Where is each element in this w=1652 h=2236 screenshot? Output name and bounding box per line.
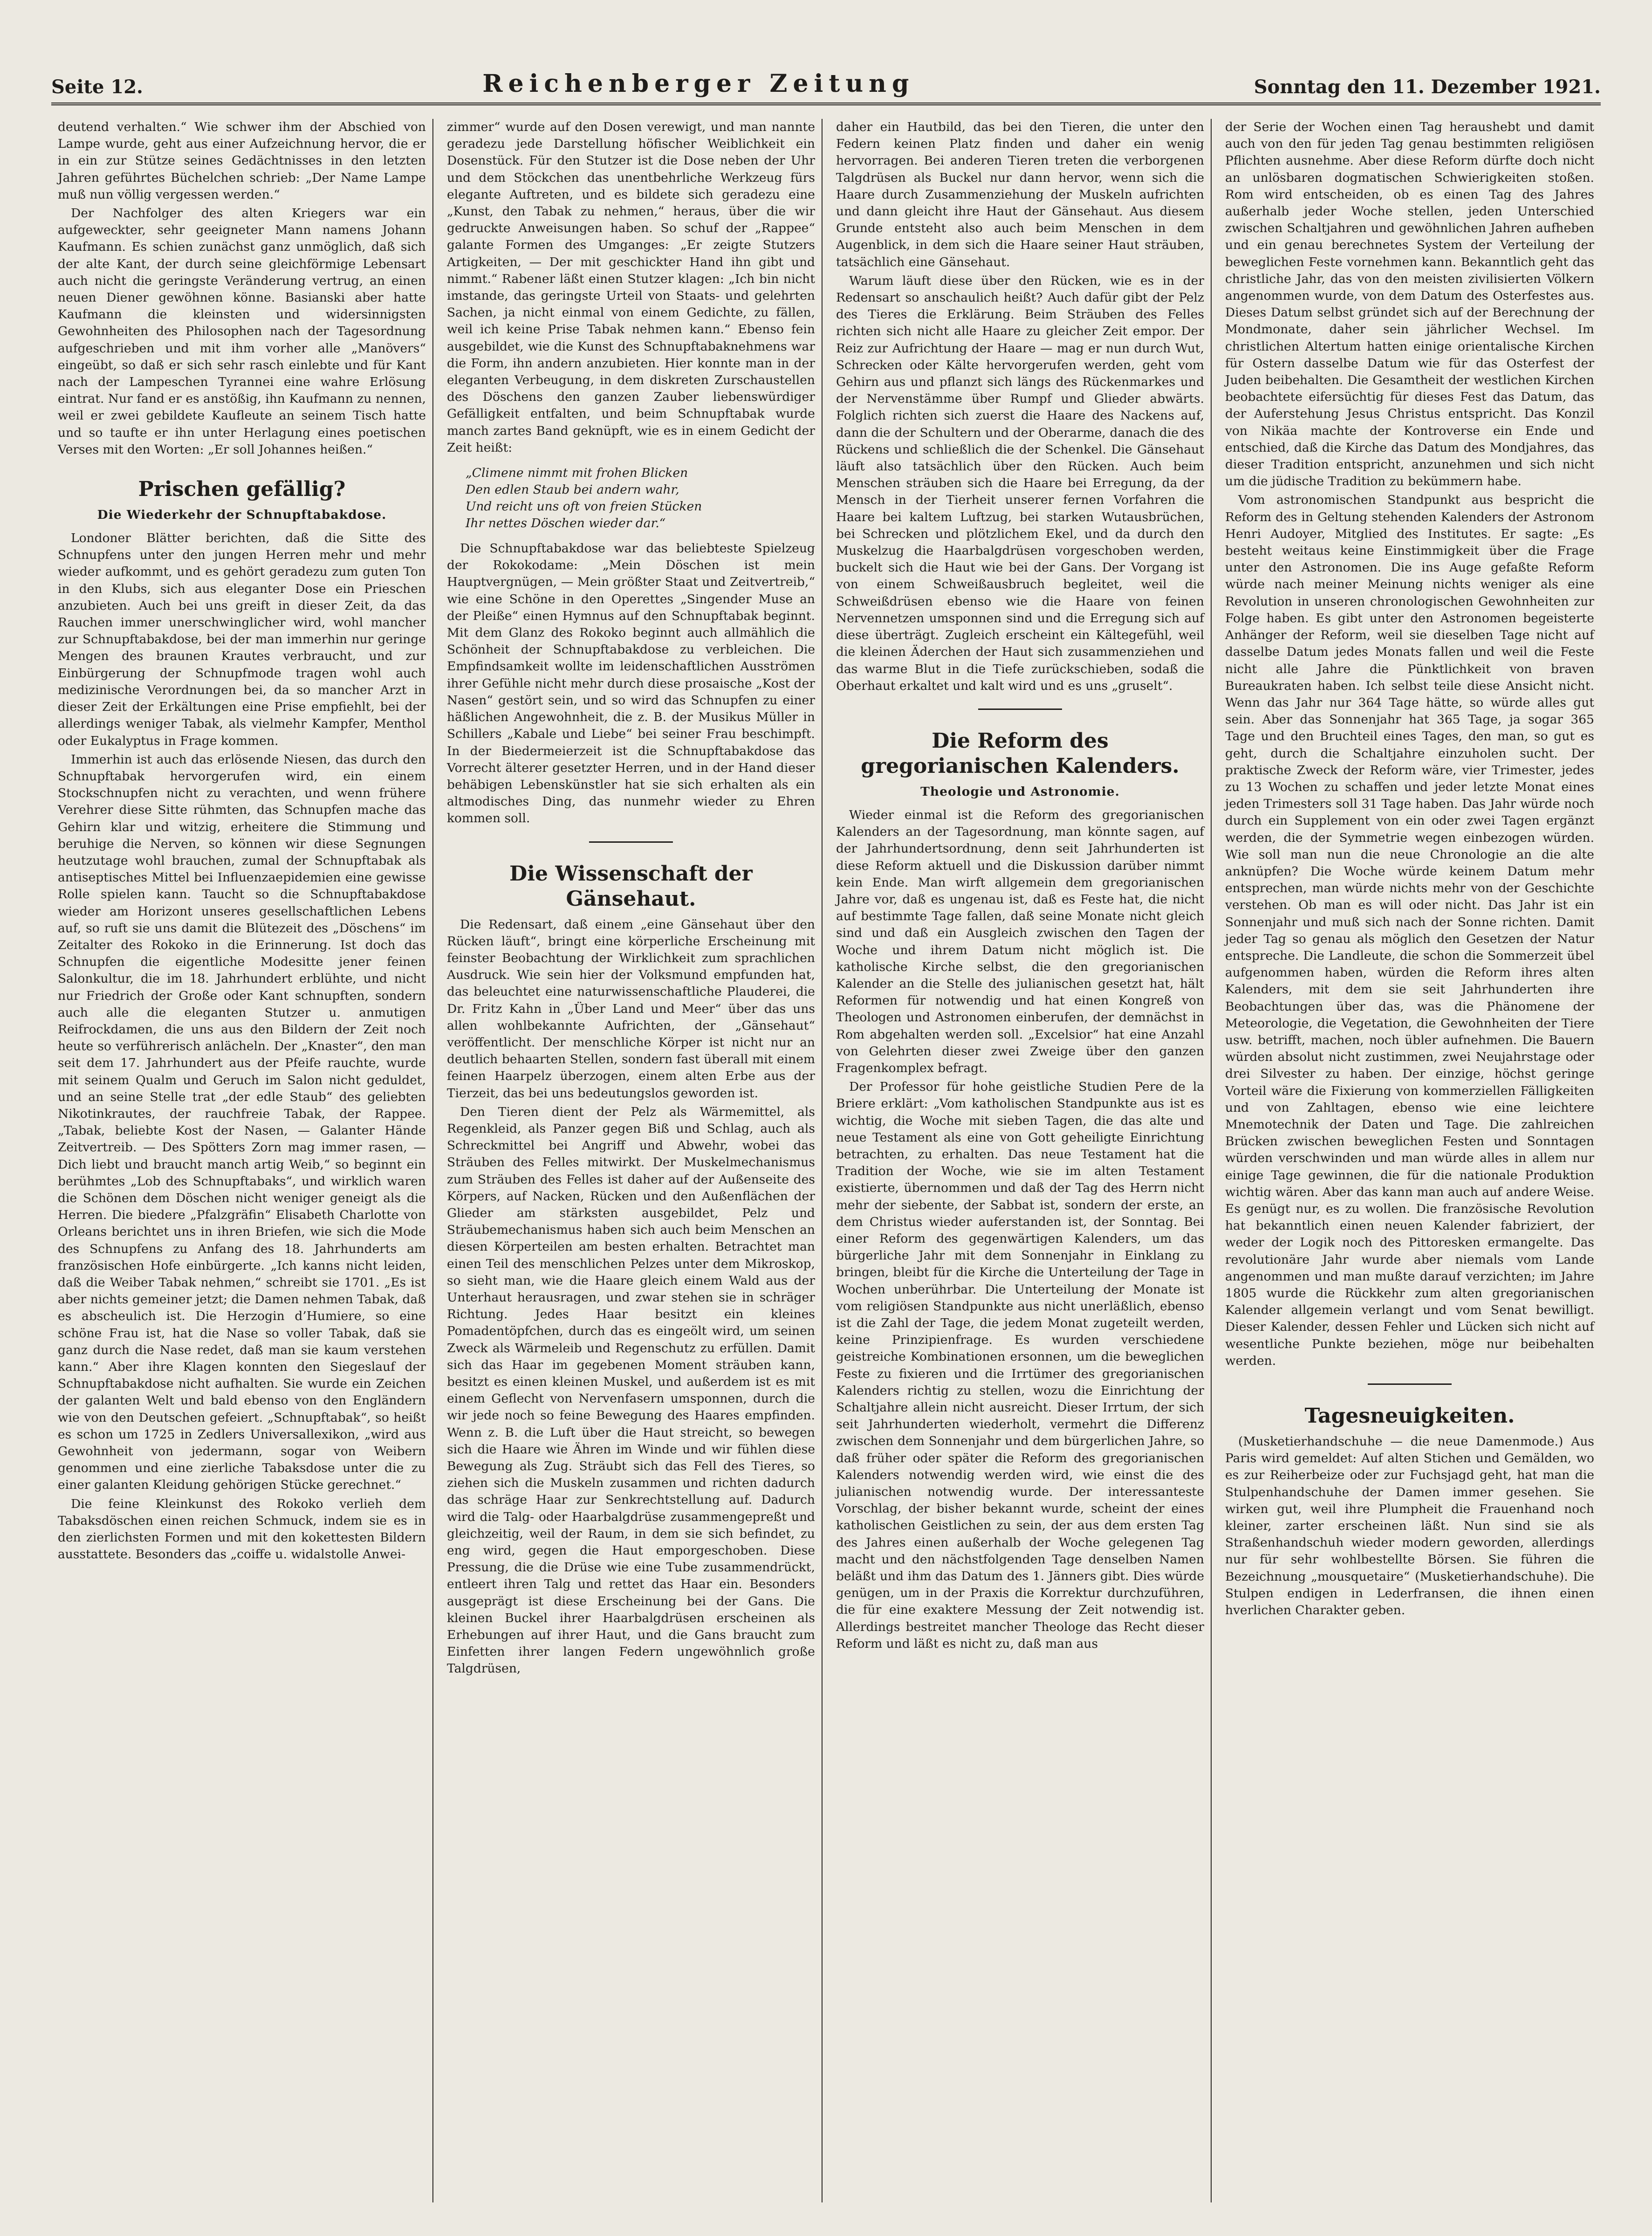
news-item-gloves: (Musketierhandschuhe — die neue Damenmode.) Aus Paris wird gemeldet: Auf alten Stichen und Gemälden, wo es zur Reiherbeize oder zur Fuchsjagd geht, hat man die Stulpenhandschuhe der Damen immer gesehen. Sie wirken gut, weil ihre Plumpheit die Frauenhand noch kleiner, zarter erscheinen läßt. Nun sind sie als Straßenhandschuh wieder modern geworden, allerdings nur für sehr wohlbestellte Börsen. Sie führen die Bezeichnung „mousquetaire“ (Musketierhandschuhe). Die Stulpen endigen in Lederfransen, die ihnen einen hverlichen Charakter geben. — [1225, 1434, 1594, 1618]
goosebumps-paragraph-3: daher ein Hautbild, das bei den Tieren, die unter den Federn keinen Platz finden und daher ein wenig hervorragen. Bei anderen Tieren treten die verborgenen Talgdrüsen als Buckel nur dann hervor, wenn sich die Haare durch Zusammenziehung der Muskeln aufrichten und dann gleicht ihre Haut der Gänsehaut. Aus diesem Grunde entsteht also auch beim Menschen in dem Augenblick, in dem sich die Haare seiner Haut sträuben, tatsächlich eine Gänsehaut. — [836, 120, 1204, 269]
goosebumps-paragraph-2: Den Tieren dient der Pelz als Wärmemittel, als Regenkleid, als Panzer gegen Biß und Schlag, auch als Schreckmittel bei Angriff und Abwehr, wobei das Sträuben des Felles mitwirkt. Der Muskelmechanismus zum Sträuben des Felles ist daher auf der Außenseite des Körpers, auf Nacken, Rücken und den Außenflächen der Glieder am stärksten ausgebildet, Pelz und Sträubemechanismus haben sich auch beim Menschen an diesen Körperteilen am besten erhalten. Betrachtet man einen Teil des menschlichen Pelzes unter dem Mikroskop, so sieht man, wie die Haare gleich einem Wald aus der Unterhaut herausragen, und zwar stehen sie in schräger Richtung. Jedes Haar besitzt ein kleines Pomadentöpfchen, durch das es eingeölt wird, um seinen Zweck als Wärmeleib und Regenschutz zu erfüllen. Damit sich das Haar im gegebenen Moment sträuben kann, besitzt es einen kleinen Muskel, und außerdem ist es mit einem Geflecht von Nervenfasern umsponnen, durch die wir jede noch so feine Bewegung des Haares empfinden. Wenn z. B. die Luft über die Haut streicht, so bewegen sich die Haare wie Ähren im Winde und wir fühlen diese Bewegung als Zug. Sträubt sich das Fell des Tieres, so ziehen sich die Muskeln zusammen und richten dadurch das schräge Haar zur Senkrechtstellung auf. Dadurch wird die Talg- oder Haarbalgdrüse zusammengepreßt und gleichzeitig, weil der Raum, in dem sie sich befindet, zu eng wird, gegen die Haut emporgeschoben. Diese Pressung, die die Drüse wie eine Tube zusammendrückt, entleert ihren Talg und rettet das Haar ein. Besonders ausgeprägt ist diese Erscheinung bei der Gans. Die kleinen Buckel ihrer Haarbalgdrüsen erscheinen als Erhebungen auf ihrer Haut, und die Gans braucht zum Einfetten ihrer langen Federn ungewöhnlich große Talgdrüsen, — [447, 1104, 815, 1676]
article-separator — [978, 709, 1062, 710]
snuff-paragraph-3: Die feine Kleinkunst des Rokoko verlieh dem Tabaksdöschen einen reichen Schmuck, indem sie es in den zierlichsten Formen und mit den kokettesten Bildern ausstattete. Besonders das „coiffe u. widalstolle Anwei- — [58, 1496, 426, 1562]
kant-continuation: deutend verhalten.“ Wie schwer ihm der Abschied von Lampe wurde, geht aus einer Aufzeichnung hervor, die er in ein zur Stütze seines Gedächtnisses in den letzten Jahren geführtes Büchelchen schrieb: „Der Name Lampe muß nun völlig vergessen werden.“ — [58, 120, 426, 202]
calendar-paragraph-4: Vom astronomischen Standpunkt aus bespricht die Reform des in Geltung stehenden Kalenders der Astronom Henri Audoyer, Mitglied des Institutes. Er sagte: „Es besteht weitaus keine Einstimmigkeit über die Frage unter den Astronomen. Die ins Auge gefaßte Reform würde nach meiner Meinung nichts weniger als eine Revolution in unseren chronologischen Gewohnheiten zur Folge haben. Es gibt unter den Astronomen begeisterte Anhänger der Reform, weil sie dieselben Tage nicht auf dasselbe Datum jedes Monats fallen und weil die Feste nicht alle Jahre die Pünktlichkeit von braven Bureaukraten haben. Ich selbst teile diese Ansicht nicht. Wenn das Jahr nur 364 Tage hätte, so würde alles gut sein. Aber das Sonnenjahr hat 365 Tage, ja sogar 365 Tage und den Bruchteil eines Tages, den man, so gut es geht, durch die Schaltjahre einzuholen sucht. Der praktische Zweck der Reform wäre, vier Trimester, jedes zu 13 Wochen zu schaffen und jeder letzte Monat eines jeden Trimesters soll 31 Tage haben. Das Jahr würde noch durch ein Supplement von ein oder zwei Tagen ergänzt werden, die der Symmetrie wegen einbezogen würden. Wie soll man nun die neue Chronologie an die alte anknüpfen? Die Woche würde keinem Datum mehr entsprechen, man würde nichts mehr von der Geschichte verstehen. Ob man es will oder nicht. Das Jahr ist ein Sonnenjahr und muß sich nach der Sonne richten. Damit jeder Tag so genau als möglich den Gesetzen der Natur entspreche. Die Landleute, die schon die Sommerzeit übel aufgenommen haben, würden die Reform ihres alten Kalenders, mit dem sie seit Jahrhunderten ihre Beobachtungen über das, was die Phänomene der Meteorologie, die Vegetation, die Gewohnheiten der Tiere usw. betrifft, machen, noch übler aufnehmen. Die Bauern würden absolut nicht zustimmen, zwei Neujahrstage oder drei Silvester zu haben. Der einzige, höchst geringe Vorteil wäre die Fixierung von kommerziellen Fälligkeiten und von Zahltagen, ebenso wie eine leichtere Mnemotechnik der Daten und Tage. Die zahlreichen Brücken zwischen beweglichen Festen und Sonntagen würden verschwinden und man würde alles in allem nur einige Tage gewinnen, die für die nationale Produktion wichtig wären. Aber das kann man auch auf andere Weise. Es genügt nur, es zu wollen. Die französische Revolution hat bekanntlich einen neuen Kalender fabriziert, der weder der Logik noch des Pittoresken ermangelte. Das revolutionäre Jahr wurde aber niemals vom Lande angenommen und man mußte darauf verzichten; im Jahre 1805 wurde die Rückkehr zum alten gregorianischen Kalender allgemein verlangt und vom Senat bewilligt. Dieser Kalender, dessen Fehler und Lücken sich nicht auf wesentliche Punkte beziehen, möge nur beibehalten werden. — [1225, 493, 1594, 1368]
issue-date: Sonntag den 11. Dezember 1921. — [1254, 76, 1601, 98]
snuff-poem: „Climene nimmt mit frohen Blicken Den edlen Staub bei andern wahr, Und reicht uns oft von freien Stücken Ihr nettes Döschen wieder dar.“ — [466, 466, 702, 531]
column-2 — [440, 119, 823, 2202]
article-separator — [589, 841, 673, 843]
article-title-goosebumps: Die Wissenschaft der Gänsehaut. — [509, 861, 753, 911]
snuff-paragraph-2: Immerhin ist auch das erlösende Niesen, das durch den Schnupftabak hervorgerufen wird, ein einem Stockschnupfen nicht zu verachten, und wenn frühere Verehrer diese Sitte rühmten, das Schnupfen mache das Gehirn klar und witzig, erheitere die Stimmung und beruhige die Nerven, so können wir diese Segnungen heutzutage wohl brauchen, zumal der Schnupftabak als antiseptisches Mittel bei Influenzaepidemien eine gewisse Rolle spielen kann. Taucht so die Schnupftabakdose wieder am Horizont unseres gesellschaftlichen Lebens auf, so ruft sie uns damit die Blütezeit des „Döschens“ im Zeitalter des Rokoko in die Erinnerung. Ist doch das Schnupfen die eigentliche Modesitte jener feinen Salonkultur, die im 18. Jahrhundert erblühte, und nicht nur Friedrich der Große oder Kant schnupften, sondern auch alle die eleganten Stutzer u. anmutigen Reifrockdamen, die uns aus den Bildern der Zeit noch heute so verführerisch anlächeln. Der „Knaster“, den man seit dem 17. Jahrhundert aus der Pfeife rauchte, wurde mit seinem Qualm und Geruch im Salon nicht geduldet, und an seine Stelle trat „der edle Staub“ des geliebten Nikotinkrautes, der rauchfreie Tabak, der Rappee. „Tabak, beliebte Kost der Nasen, — Galanter Hände Zeitvertreib. — Des Spötters Zorn mag immer rasen, — Dich liebt und braucht manch artig Weib,“ so beginnt ein berühmtes „Lob des Schnupftabaks“, und wirklich waren die Schönen dem Döschen nicht weniger geneigt als die Herren. Die biedere „Pfalzgräfin“ Elisabeth Charlotte von Orleans berichtet uns in ihren Briefen, wie sich die Mode des Schnupfens zu Anfang des 18. Jahrhunderts am französischen Hofe einbürgerte. „Ich kanns nicht leiden, daß die Weiber Tabak nehmen,“ schreibt sie 1701. „Es ist aber nichts gemeiner jetzt; die Damen nehmen Tabak, daß es abscheulich ist. Die Herzogin d’Humiere, so eine schöne Frau ist, hat die Nase so voller Tabak, daß sie ganz durch die Nase redet, daß man sie kaum verstehen kann.“ Aber ihre Klagen konnten den Siegeslauf der Schnupftabakdose nicht aufhalten. Sie wurde ein Zeichen der galanten Welt und bald ebenso von den Engländern wie von den Deutschen gefeiert. „Schnupftabak“, so heißt es schon um 1725 in Zedlers Universallexikon, „wird aus Gewohnheit von jedermann, sogar von Weibern genommen und eine zierliche Tabaksdose unter die zu einer galanten Kleidung gehörigen Stücke gerechnet.“ — [58, 752, 426, 1493]
snuff-paragraph-1: Londoner Blätter berichten, daß die Sitte des Schnupfens unter den jungen Herren mehr und mehr wieder aufkommt, und es gehört geradezu zum guten Ton in den Klubs, sich aus eleganter Dose ein Prieschen anzubieten. Auch bei uns greift in dieser Zeit, da das Rauchen immer unerschwinglicher wird, wohl mancher zur Schnupftabakdose, bei der man immerhin nur geringe Mengen des braunen Krautes verbraucht, und zur Einbürgerung der Schnupfmode tragen wohl auch medizinische Verordnungen bei, da so mancher Arzt in dieser Zeit der Erkältungen eine Prise empfiehlt, bei der allerdings weniger Tabak, als vielmehr Kampfer, Menthol oder Eukalyptus in Frage kommen. — [58, 531, 426, 748]
calendar-paragraph-3: der Serie der Wochen einen Tag heraushebt und damit auch von den für jeden Tag genau bestimmten religiösen Pflichten ausnehme. Aber diese Reform dürfte doch nicht an unlösbaren dogmatischen Schwierigkeiten stoßen. Rom wird entscheiden, ob es einen Tag des Jahres außerhalb jeder Woche stellen, jeden Unterschied zwischen Schaltjahren und gewöhnlichen Jahren aufheben und ein genau berechnetes System der Verteilung der beweglichen Feste vornehmen kann. Bekanntlich geht das christliche Jahr, das von den meisten zivilisierten Völkern angenommen wurde, von dem Datum des Osterfestes aus. Dieses Datum selbst gründet sich auf der Berechnung der Mondmonate, daher sein jährlicher Wechsel. Im christlichen Altertum hatten einige orientalische Kirchen für Ostern dasselbe Datum wie für das Osterfest der Juden beibehalten. Die Gesamtheit der westlichen Kirchen beobachtete eifersüchtig für dieses Fest das Datum, das der Auferstehung Jesus Christus entspricht. Das Konzil von Nikäa machte der Kontroverse ein Ende und entschied, daß die Kirche das Datum des Mondjahres, das dieser Tradition entspricht, anzunehmen und sich nicht um die jüdische Tradition zu bekümmern habe. — [1225, 120, 1594, 489]
column-3 — [829, 119, 1212, 2202]
calendar-paragraph-1: Wieder einmal ist die Reform des gregorianischen Kalenders an der Tagesordnung, man könnte sagen, auf der Jahrhundertsordnung, denn seit Jahrhunderten ist diese Reform aktuell und die Diskussion darüber nimmt kein Ende. Man wirft allgemein dem gregorianischen Jahre vor, daß es ungenau ist, daß es Feste hat, die nicht auf bestimmte Tage fallen, daß seine Monate nicht gleich sind und daß ein Ausgleich zwischen den Tagen der Woche und ihrem Datum nicht möglich ist. Die katholische Kirche selbst, die den gregorianischen Kalender an die Stelle des julianischen gesetzt hat, hält Reformen für notwendig und hat einen Kongreß von Theologen und Astronomen einberufen, der demnächst in Rom abgehalten werden soll. „Excelsior“ hat eine Anzahl von Gelehrten dieser zwei Zweige über den ganzen Fragenkomplex befragt. — [836, 807, 1204, 1075]
calendar-paragraph-2: Der Professor für hohe geistliche Studien Pere de la Briere erklärt: „Vom katholischen Standpunkte aus ist es wichtig, die Woche mit sieben Tagen, die das alte und neue Testament als eine von Gott geheiligte Einrichtung betrachten, zu erhalten. Das neue Testament hat die Tradition der Woche, wie sie im alten Testament existierte, übernommen und daß der Tag des Herrn nicht mehr der siebente, der Sabbat ist, sondern der erste, an dem Christus wieder auferstanden ist, der Sonntag. Bei einer Reform des gegenwärtigen Kalenders, um das bürgerliche Jahr mit dem Sonnenjahr in Einklang zu bringen, bleibt für die Kirche die Unterteilung der Tage in Wochen unberührbar. Die Unterteilung der Monate ist vom religiösen Standpunkte aus nicht unerläßlich, ebenso ist die Zahl der Tage, die jedem Monat zugeteilt werden, keine Prinzipienfrage. Es wurden verschiedene geistreiche Kombinationen ersonnen, um die beweglichen Feste zu fixieren und die Irrtümer des gregorianischen Kalenders richtig zu stellen, wozu die Einrichtung der Schaltjahre allein nicht ausreicht. Dieser Irrtum, der sich seit Jahrhunderten wiederholt, vermehrt die Differenz zwischen dem Sonnenjahr und dem bürgerlichen Jahre, so daß früher oder später die Reform des gregorianischen Kalenders notwendig werden wird, wie einst die des julianischen notwendig wurde. Der interessanteste Vorschlag, der bisher bekannt wurde, scheint der eines katholischen Geistlichen zu sein, der aus dem ersten Tag des Jahres einen außerhalb der Woche gelegenen Tag macht und den nächstfolgenden Tage denselben Namen beläßt und ihm das Datum des 1. Jänners gibt. Dies würde genügen, um in der Praxis die Korrektur durchzuführen, die für eine exaktere Messung der Zeit notwendig ist. Allerdings bestreitet mancher Theologe das Recht dieser Reform und läßt es nicht zu, daß man aus — [836, 1080, 1204, 1651]
section-title-news: Tagesneuigkeiten. — [1304, 1404, 1515, 1428]
article-separator — [1368, 1383, 1452, 1385]
article-subtitle-snuff: Die Wiederkehr der Schnupftabakdose. — [97, 508, 387, 523]
article-columns — [51, 119, 1601, 2202]
article-title-snuff: Prischen gefällig? — [138, 477, 346, 502]
page-number: Seite 12. — [51, 76, 143, 98]
column-4 — [1219, 119, 1601, 2202]
article-title-calendar: Die Reform des gregorianischen Kalenders. — [861, 729, 1179, 778]
header-rule — [51, 103, 1601, 105]
column-1 — [51, 119, 433, 2202]
article-subtitle-calendar: Theologie und Astronomie. — [920, 784, 1120, 799]
newspaper-title: Reichenberger Zeitung — [482, 69, 915, 98]
snuff-paragraph-5: Die Schnupftabakdose war das beliebteste Spielzeug der Rokokodame: „Mein Döschen ist mein Hauptvergnügen, — Mein größter Staat und Zeitvertreib,“ wie eine Schöne in den Operettes „Singender Muse an der Pleiße“ einen Hymnus auf den Schnupftabak beginnt. Mit dem Glanz des Rokoko beginnt auch allmählich die Schönheit der Schnupftabakdose zu verbleichen. Die Empfindsamkeit wollte im leidenschaftlichen Ausströmen ihrer Gefühle nicht mehr durch diese prosaische „Kost der Nasen“ gestört sein, und so wird das Schnupfen zu einer häßlichen Angewohnheit, die z. B. der Musikus Müller in Schillers „Kabale und Liebe“ bei seiner Frau beschimpft. In der Biedermeierzeit ist die Schnupftabakdose das Vorrecht älterer gesetzter Herren, und in der Hand dieser behäbigen Lebenskünstler hat sie sich erhalten als ein altmodisches Ding, das nunmehr wieder zu Ehren kommen soll. — [447, 541, 815, 826]
kant-paragraph: Der Nachfolger des alten Kriegers war ein aufgeweckter, sehr geeigneter Mann namens Johann Kaufmann. Es schien zunächst ganz unmöglich, daß sich der alte Kant, der durch seine gleichförmige Lebensart auch nicht die geringste Veränderung vertrug, an einen neuen Diener gewöhnen könne. Basianski aber hatte Kaufmann die kleinsten und widersinnigsten Gewohnheiten des Philosophen nach der Tagesordnung aufgeschrieben und mit ihm vorher alle „Manövers“ eingeübt, so daß er sich sehr rasch einlebte und für Kant nach der Lampeschen Tyrannei eine wahre Erlösung eintrat. Nur fand er es anstößig, ihn Kaufmann zu nennen, weil er zwei gebildete Kaufleute an seinem Tisch hatte und so taufte er ihn unter Herlagung eines poetischen Verses mit den Worten: „Er soll Johannes heißen.“ — [58, 206, 426, 457]
goosebumps-paragraph-4: Warum läuft diese über den Rücken, wie es in der Redensart so anschaulich heißt? Auch dafür gibt der Pelz des Tieres die Erklärung. Beim Sträuben des Felles richten sich nicht alle Haare zu gleicher Zeit empor. Der Reiz zur Aufrichtung der Haare — mag er nun durch Wut, Schrecken oder Kälte hervorgerufen werden, geht vom Gehirn aus und pflanzt sich längs des Rückenmarkes und der Nervenstämme über Rumpf und Glieder abwärts. Folglich richten sich zuerst die Haare des Nackens auf, dann die der Schultern und der Oberarme, danach die des Rückens und schließlich die der Schenkel. Die Gänsehaut läuft also tatsächlich über den Rücken. Auch beim Menschen sträuben sich die Haare bei Erregung, da der Mensch in der Tierheit unserer fernen Vorfahren die Haare bei kaltem Luftzug, bei starken Wutausbrüchen, bei Schrecken und plötzlichem Ekel, und da durch den Muskelzug die Haarbalgdrüsen vorgeschoben werden, buckelt sich die Haut wie bei der Gans. Der Vorgang ist von einem Schweißausbruch begleitet, weil die Schweißdrüsen ebenso wie die Haare von feinen Nervennetzen umsponnen sind und die Erregung sich auf diese überträgt. Zugleich erscheint ein Kältegefühl, weil die kleinen Äderchen der Haut sich zusammenziehen und das warme Blut in die Tiefe zurückschieben, sodaß die Oberhaut erkaltet und kalt wird und es uns „gruselt“. — [836, 273, 1204, 693]
goosebumps-paragraph-1: Die Redensart, daß einem „eine Gänsehaut über den Rücken läuft“, bringt eine körperliche Erscheinung mit feinster Beobachtung der Wirklichkeit zum sprachlichen Ausdruck. Wie sein hier der Volksmund empfunden hat, das beleuchtet eine naturwissenschaftliche Plauderei, die Dr. Fritz Kahn in „Über Land und Meer“ über das uns allen wohlbekannte Aufrichten, der „Gänsehaut“ veröffentlicht. Der menschliche Körper ist nicht nur an deutlich behaarten Stellen, sondern fast überall mit einem feinen Haarpelz überzogen, einem alten Erbe aus der Tierzeit, das bei uns bedeutungslos geworden ist. — [447, 917, 815, 1101]
snuff-paragraph-4: zimmer“ wurde auf den Dosen verewigt, und man nannte geradezu jede Darstellung höfischer Weiblichkeit ein Dosenstück. Für den Stutzer ist die Dose neben der Uhr und dem Stöckchen das unentbehrliche Werkzeug fürs elegante Auftreten, und es bildete sich geradezu eine „Kunst, den Tabak zu nehmen,“ heraus, über die wir gedruckte Anweisungen haben. So schuf der „Rappee“ galante Formen des Umganges: „Er zeigte Stutzers Artigkeiten, — Der mit geschickter Hand ihn gibt und nimmt.“ Rabener läßt einen Stutzer klagen: „Ich bin nicht imstande, das geringste Urteil von Staats- und gelehrten Sachen, ja nicht einmal von einem Gedichte, zu fällen, weil ich keine Prise Tabak nehmen kann.“ Ebenso fein ausgebildet, wie die Kunst des Schnupftabaknehmens war die Form, ihn andern anzubieten. Hier konnte man in der eleganten Verbeugung, in dem diskreten Zurschaustellen des Döschens den ganzen Zauber liebenswürdiger Gefälligkeit entfalten, und beim Schnupftabak wurde manch zartes Band geknüpft, wie es in einem Gedicht der Zeit heißt: — [447, 120, 815, 455]
page-header — [51, 61, 1601, 98]
